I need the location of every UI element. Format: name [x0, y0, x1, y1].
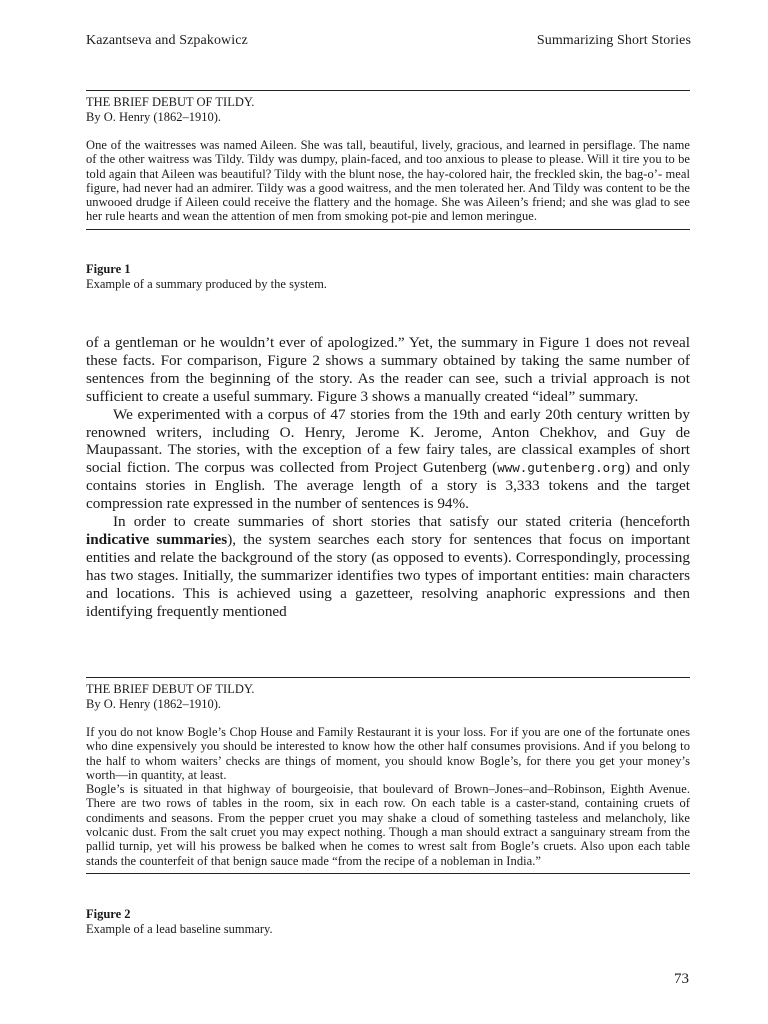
figure-1-summary-text: One of the waitresses was named Aileen. She was tall, beautiful, lively, gracious, and learned in persiflage. The name of the other waitress was Tildy. Tildy was dumpy, plain-faced, and too anxious to please to please. Will it tire you to be told again that Aileen was beautiful? Tildy with the blunt nose, the hay-colored hair, the freckled skin, the bag-o’- meal figure, had never had an admirer. Tildy was a good waitress, and the men tolerated her. And Tildy was content to be the unwooed drudge if Aileen could receive the flattery and the homage. She was Aileen’s friend; and she was glad to see her rule hearts and wean the attention of men from smoking pot-pie and lemon meringue. — [86, 138, 690, 224]
figure-2-label: Figure 2 — [86, 907, 131, 921]
body-text — [86, 334, 690, 621]
body-paragraph-3-part-b: ), the system searches each story for sentences that focus on important entities and relate the background of the story (as opposed to events). Correspondingly, processing has two stages. Initially, the summarizer identifies two types of important entities: main characters and locations. This is achieved using a gazetteer, resolving anaphoric expressions and then identifying frequently mentioned — [86, 530, 690, 620]
gutenberg-url: www.gutenberg.org — [497, 460, 626, 476]
body-paragraph-2-part-a: We experimented with a corpus of 47 stories from the 19th and early 20th century written by renowned writers, including O. Henry, Jerome K. Jerome, Anton Chekhov, and Guy de Maupassant. The stories, with the exception of a few fairy tales, are classical examples of short social fiction. The corpus was collected from Project Gutenberg ( — [86, 405, 690, 477]
body-paragraph-3 — [86, 513, 690, 620]
running-head — [86, 33, 691, 49]
page-number: 73 — [674, 971, 689, 987]
body-paragraph-3-part-a: In order to create summaries of short stories that satisfy our stated criteria (henceforth — [113, 513, 690, 531]
figure-2-box — [86, 677, 690, 874]
figure-1-label: Figure 1 — [86, 262, 131, 276]
running-head-title: Summarizing Short Stories — [536, 33, 691, 48]
running-head-authors: Kazantseva and Szpakowicz — [86, 33, 248, 48]
figure-1-caption-text: Example of a summary produced by the system. — [86, 277, 327, 291]
figure-1-story-author: By O. Henry (1862–1910). — [86, 110, 222, 124]
body-paragraph-2 — [86, 406, 690, 513]
figure-2-caption-text: Example of a lead baseline summary. — [86, 922, 273, 936]
figure-2-summary-paragraph-1: If you do not know Bogle’s Chop House and Family Restaurant it is your loss. For if you are one of the fortunate ones who dine expensively you should be interested to know how the other half consumes provisions. And if you belong to the half to whom waiters’ checks are things of moment, you should know Bogle’s, for there you get your money’s worth—in quantity, at least. — [86, 725, 690, 782]
figure-1-caption — [86, 262, 690, 292]
figure-1-story-title: THE BRIEF DEBUT OF TILDY. — [86, 95, 255, 109]
figure-2-story-author: By O. Henry (1862–1910). — [86, 697, 222, 711]
body-paragraph-1: of a gentleman or he wouldn’t ever of apologized.” Yet, the summary in Figure 1 does not reveal these facts. For comparison, Figure 2 shows a summary obtained by taking the same number of sentences from the beginning of the story. As the reader can see, such a trivial approach is not sufficient to create a useful summary. Figure 3 shows a manually created “ideal” summary. — [86, 334, 690, 405]
indicative-summaries-term: indicative summaries — [86, 530, 228, 548]
body-paragraph-2-part-b: ) and only contains stories in English. The average length of a story is 3,333 tokens and the target compression rate expressed in the number of sentences is 94%. — [86, 459, 690, 513]
figure-2-summary-paragraph-2: Bogle’s is situated in that highway of bourgeoisie, that boulevard of Brown–Jones–and–Robinson, Eighth Avenue. There are two rows of tables in the room, six in each row. On each table is a caster-stand, containing cruets of condiments and seasons. From the pepper cruet you may shake a cloud of something tasteless and melancholy, like volcanic dust. From the salt cruet you may expect nothing. Though a man should extract a sanguinary stream from the pallid turnip, yet will his prowess be balked when he comes to wrest salt from Bogle’s cruets. Also upon each table stands the counterfeit of that benign sauce made “from the recipe of a nobleman in India.” — [86, 782, 690, 868]
figure-1-box — [86, 90, 690, 230]
figure-2-caption — [86, 907, 690, 937]
figure-2-story-title: THE BRIEF DEBUT OF TILDY. — [86, 682, 255, 696]
